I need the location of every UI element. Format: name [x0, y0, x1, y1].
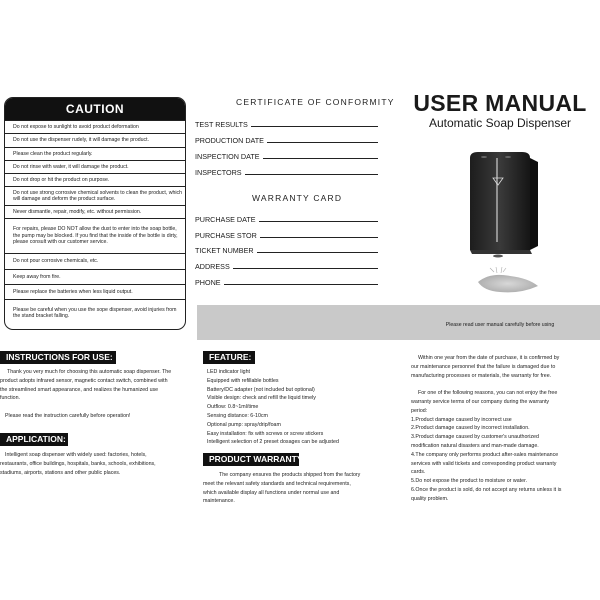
form-row: [195, 117, 378, 129]
text-line: [411, 380, 599, 389]
text-line: modification natural disasters and man-made damage.: [411, 442, 539, 449]
caution-box: [4, 97, 186, 330]
caution-item: Do not use the dispenser rudely, it will damage the product.: [5, 133, 185, 147]
text-line: function.: [0, 395, 21, 402]
field-label: PURCHASE STOR: [195, 231, 257, 240]
feature-item: Easy installation: fix with screws or screw stickers: [207, 430, 324, 437]
text-line: The company ensures the products shipped from the factory: [219, 472, 361, 478]
caution-item: Do not pour corrosive chemicals, etc.: [5, 253, 185, 269]
soap-dispenser-illustration: [460, 150, 550, 300]
text-line: warranty service terms of our company during the warranty: [411, 398, 550, 405]
feature-item: Sensing distance: 6-10cm: [207, 412, 268, 419]
field-label: TEST RESULTS: [195, 120, 248, 129]
fill-line: [233, 268, 378, 269]
field-label: TICKET NUMBER: [195, 246, 254, 255]
form-row: [195, 149, 378, 161]
field-label: ADDRESS: [195, 262, 230, 271]
text-line: For one of the following reasons, you can not enjoy the free: [418, 390, 558, 397]
text-line: product adopts infrared sensor, magnetic contact switch, combined with: [0, 377, 168, 384]
fill-line: [224, 284, 378, 285]
feature-item: LED indicator light: [207, 369, 250, 375]
application-title: APPLICATION:: [0, 433, 68, 446]
text-line: 2.Product damage caused by incorrect installation.: [411, 425, 530, 432]
read-manual-note: Please read user manual carefully before using: [445, 322, 555, 328]
fill-line: [267, 142, 378, 143]
text-line: stadiums, airports, stations and other public places.: [0, 469, 121, 476]
caution-item: For repairs, please DO NOT allow the dust to enter into the soap bottle, the pump may be blocked. If you find that the inside of the bottle is dirty, please consult with our customer service.: [5, 218, 185, 253]
feature-title: FEATURE:: [203, 351, 255, 364]
text-line: restaurants, office buildings, hospitals, banks, schools, exhibitions,: [0, 460, 156, 467]
product-warranty-text: [203, 471, 398, 506]
certificate-title: CERTIFICATE OF CONFORMITY: [236, 97, 395, 107]
text-line: manufacturing processes or materials, the warranty for free.: [411, 372, 552, 379]
text-line: Intelligent soap dispenser with widely used: factories, hotels,: [5, 452, 147, 458]
text-line: quality problem.: [411, 495, 449, 502]
caution-item: Never dismantle, repair, modify, etc. without permission.: [5, 205, 185, 218]
caution-title: CAUTION: [5, 98, 185, 120]
text-line: 6.Once the product is sold, do not accept any returns unless it is: [411, 486, 562, 493]
form-row: [195, 275, 378, 287]
fill-line: [257, 252, 378, 253]
caution-item: Do not drop or hit the product on purpose.: [5, 173, 185, 186]
text-line: services with valid tickets and corresponding product warranty: [411, 460, 557, 467]
text-line: the streamlined smart appearance, and realizes the humanized use: [0, 386, 159, 393]
text-line: period:: [411, 407, 428, 414]
caution-item: Please be careful when you use the sope dispenser, avoid injuries from the stand bracket falling.: [5, 299, 185, 326]
form-row: [195, 259, 378, 271]
feature-item: Battery/DC adapter (not included but optional): [207, 386, 315, 393]
form-row: [195, 243, 378, 255]
feature-item: Optional pump: spray/drip/foam: [207, 421, 281, 428]
text-line: Within one year from the date of purchase, it is confirmed by: [418, 355, 560, 361]
form-row: [195, 165, 378, 177]
text-line: 3.Product damage caused by customer's unauthorized: [411, 434, 539, 441]
text-line: 5.Do not expose the product to moisture or water.: [411, 478, 528, 485]
feature-list: [207, 368, 397, 447]
warranty-terms: [411, 354, 599, 504]
fill-line: [259, 221, 378, 222]
caution-item: Do not use strong corrosive chemical solvents to clean the product, which will damage and deform the product surface.: [5, 186, 185, 205]
text-line: Please read the instruction carefully before operation!: [5, 412, 131, 419]
application-text: [0, 451, 195, 477]
fill-line: [263, 158, 378, 159]
feature-item: Equipped with refillable bottles: [207, 377, 279, 384]
field-label: INSPECTORS: [195, 168, 242, 177]
caution-item: Do not expose to sunlight to avoid product deformation: [5, 120, 185, 133]
text-line: our maintenance personnel that the failure is damaged due to: [411, 363, 556, 370]
text-line: which available display all functions under normal use and: [203, 489, 340, 496]
field-label: INSPECTION DATE: [195, 152, 260, 161]
caution-item: Please replace the batteries when less liquid output.: [5, 284, 185, 299]
feature-item: Intelligent selection of 2 preset dosages can be adjusted: [207, 439, 339, 446]
manual-title: USER MANUAL: [413, 90, 587, 116]
instructions-title: INSTRUCTIONS FOR USE:: [0, 351, 116, 364]
text-line: meet the relevant safety standards and technical requirements,: [203, 480, 351, 487]
product-warranty-title: PRODUCT WARRANTY:: [203, 453, 299, 466]
form-row: [195, 212, 378, 224]
field-label: PURCHASE DATE: [195, 215, 256, 224]
feature-item: Outflow: 0.8~1ml/time: [207, 404, 259, 411]
text-line: cards.: [411, 469, 426, 476]
caution-item: Keep away from fire.: [5, 269, 185, 284]
fill-line: [260, 237, 378, 238]
text-line: 4.The company only performs product after-sales maintenance: [411, 451, 559, 458]
text-line: maintenance.: [203, 498, 235, 505]
text-line: 1.Product damage caused by incorrect use: [411, 416, 512, 423]
field-label: PHONE: [195, 278, 221, 287]
caution-item: Please clean the product regularly.: [5, 147, 185, 160]
field-label: PRODUCTION DATE: [195, 136, 264, 145]
form-row: [195, 133, 378, 145]
instructions-text: [0, 368, 195, 421]
text-line: Thank you very much for choosing this automatic soap dispenser. The: [7, 369, 172, 375]
text-line: [0, 403, 195, 412]
warranty-card-title: WARRANTY CARD: [252, 193, 343, 203]
fill-line: [245, 174, 378, 175]
fill-line: [251, 126, 378, 127]
feature-item: Visible design: check and refill the liquid timely: [207, 395, 316, 402]
form-row: [195, 228, 378, 240]
caution-item: Do not rinse with water, it will damage the product.: [5, 160, 185, 173]
manual-subtitle: Automatic Soap Dispenser: [428, 116, 572, 130]
